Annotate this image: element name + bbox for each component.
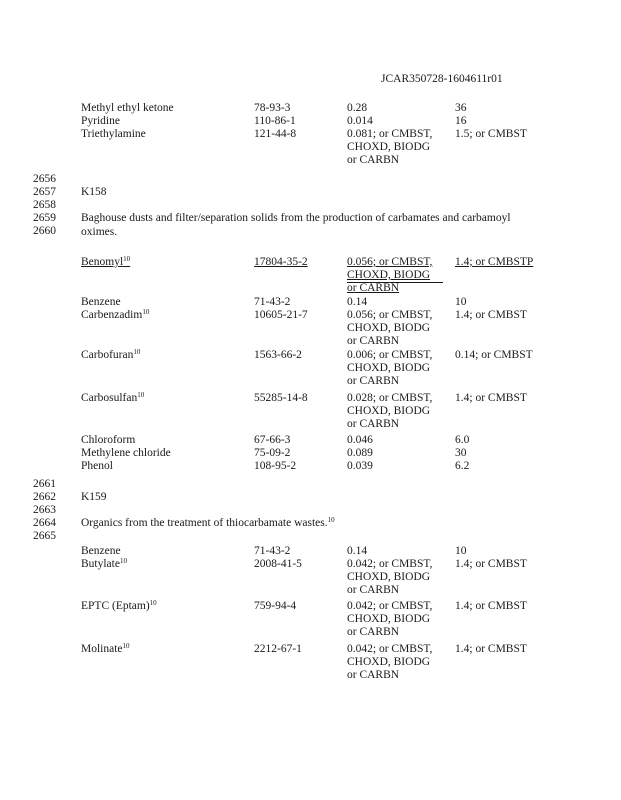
- wastewater-standard: 0.28: [347, 102, 368, 114]
- cas-number: 10605-21-7: [254, 309, 308, 321]
- constituent-name: Triethylamine: [81, 128, 146, 140]
- wastewater-standard: 0.056; or CMBST, CHOXD, BIODG or CARBN: [347, 309, 433, 347]
- document-id: JCAR350728-1604611r01: [381, 73, 503, 85]
- constituent-name: Benzene: [81, 296, 121, 308]
- cas-number: 55285-14-8: [254, 392, 308, 404]
- cas-number: 110-86-1: [254, 115, 296, 127]
- header-rule: [347, 282, 443, 283]
- constituent-name: EPTC (Eptam)$^{10}$: [81, 599, 157, 612]
- k158-description-line2: oximes.: [81, 226, 118, 238]
- wastewater-standard: 0.14: [347, 545, 368, 557]
- cas-number: 2008-41-5: [254, 558, 302, 570]
- line-number: 2659: [33, 212, 56, 224]
- nonwastewater-standard: 1.4; or CMBST: [455, 309, 527, 321]
- nonwastewater-standard: 1.5; or CMBST: [455, 128, 527, 140]
- nonwastewater-standard: 1.4; or CMBSTP: [455, 256, 534, 268]
- wastewater-standard: 0.042; or CMBST, CHOXD, BIODG or CARBN: [347, 558, 433, 596]
- wastewater-standard: 0.056; or CMBST, CHOXD, BIODG or CARBN: [347, 256, 433, 294]
- cas-number: 759-94-4: [254, 600, 297, 612]
- line-number: 2656: [33, 173, 56, 185]
- constituent-name: Pyridine: [81, 115, 120, 127]
- constituent-name: Carbenzadim$^{10}$: [81, 308, 150, 321]
- constituent-name: Phenol: [81, 460, 113, 472]
- line-number: 2658: [33, 199, 56, 211]
- line-number: 2665: [33, 530, 56, 542]
- cas-number: 71-43-2: [254, 296, 291, 308]
- line-number: 2661: [33, 478, 56, 490]
- cas-number: 17804-35-2: [254, 256, 308, 268]
- wastewater-standard: 0.014: [347, 115, 373, 127]
- wastewater-standard: 0.089: [347, 447, 373, 459]
- wastewater-standard: 0.028; or CMBST, CHOXD, BIODG or CARBN: [347, 392, 433, 430]
- wastewater-standard: 0.042; or CMBST, CHOXD, BIODG or CARBN: [347, 600, 433, 638]
- line-number: 2660: [33, 225, 56, 237]
- waste-code-k159: K159: [81, 491, 107, 503]
- constituent-name: Butylate$^{10}$: [81, 557, 127, 570]
- nonwastewater-standard: 1.4; or CMBST: [455, 600, 527, 612]
- line-number: 2663: [33, 504, 56, 516]
- nonwastewater-standard: 1.4; or CMBST: [455, 392, 527, 404]
- constituent-name: Carbosulfan$^{10}$: [81, 391, 145, 404]
- cas-number: 108-95-2: [254, 460, 297, 472]
- constituent-name: Carbofuran$^{10}$: [81, 348, 141, 361]
- line-number: 2657: [33, 186, 56, 198]
- wastewater-standard: 0.042; or CMBST, CHOXD, BIODG or CARBN: [347, 643, 433, 681]
- nonwastewater-standard: 0.14; or CMBST: [455, 349, 533, 361]
- nonwastewater-standard: 1.4; or CMBST: [455, 643, 527, 655]
- k158-description-line1: Baghouse dusts and filter/separation solids from the production of carbamates and carbamoyl: [81, 212, 511, 224]
- cas-number: 67-66-3: [254, 434, 291, 446]
- wastewater-standard: 0.046: [347, 434, 373, 446]
- nonwastewater-standard: 16: [455, 115, 467, 127]
- nonwastewater-standard: 30: [455, 447, 467, 459]
- wastewater-standard: 0.081; or CMBST, CHOXD, BIODG or CARBN: [347, 128, 433, 166]
- nonwastewater-standard: 36: [455, 102, 467, 114]
- cas-number: 2212-67-1: [254, 643, 302, 655]
- constituent-name: Methyl ethyl ketone: [81, 102, 174, 114]
- nonwastewater-standard: 10: [455, 296, 467, 308]
- nonwastewater-standard: 6.0: [455, 434, 470, 446]
- constituent-name: Chloroform: [81, 434, 136, 446]
- cas-number: 1563-66-2: [254, 349, 302, 361]
- cas-number: 75-09-2: [254, 447, 291, 459]
- wastewater-standard: 0.039: [347, 460, 373, 472]
- nonwastewater-standard: 6.2: [455, 460, 470, 472]
- constituent-name: Molinate$^{10}$: [81, 642, 130, 655]
- wastewater-standard: 0.006; or CMBST, CHOXD, BIODG or CARBN: [347, 349, 433, 387]
- cas-number: 121-44-8: [254, 128, 297, 140]
- k159-description: Organics from the treatment of thiocarbamate wastes.$^{10}$: [81, 516, 335, 529]
- nonwastewater-standard: 10: [455, 545, 467, 557]
- wastewater-standard: 0.14: [347, 296, 368, 308]
- constituent-name: Benzene: [81, 545, 121, 557]
- cas-number: 78-93-3: [254, 102, 291, 114]
- constituent-name: Methylene chloride: [81, 447, 171, 459]
- constituent-name: Benomyl$^{10}$: [81, 255, 131, 268]
- cas-number: 71-43-2: [254, 545, 291, 557]
- line-number: 2664: [33, 517, 56, 529]
- line-number: 2662: [33, 491, 56, 503]
- waste-code-k158: K158: [81, 186, 107, 198]
- nonwastewater-standard: 1.4; or CMBST: [455, 558, 527, 570]
